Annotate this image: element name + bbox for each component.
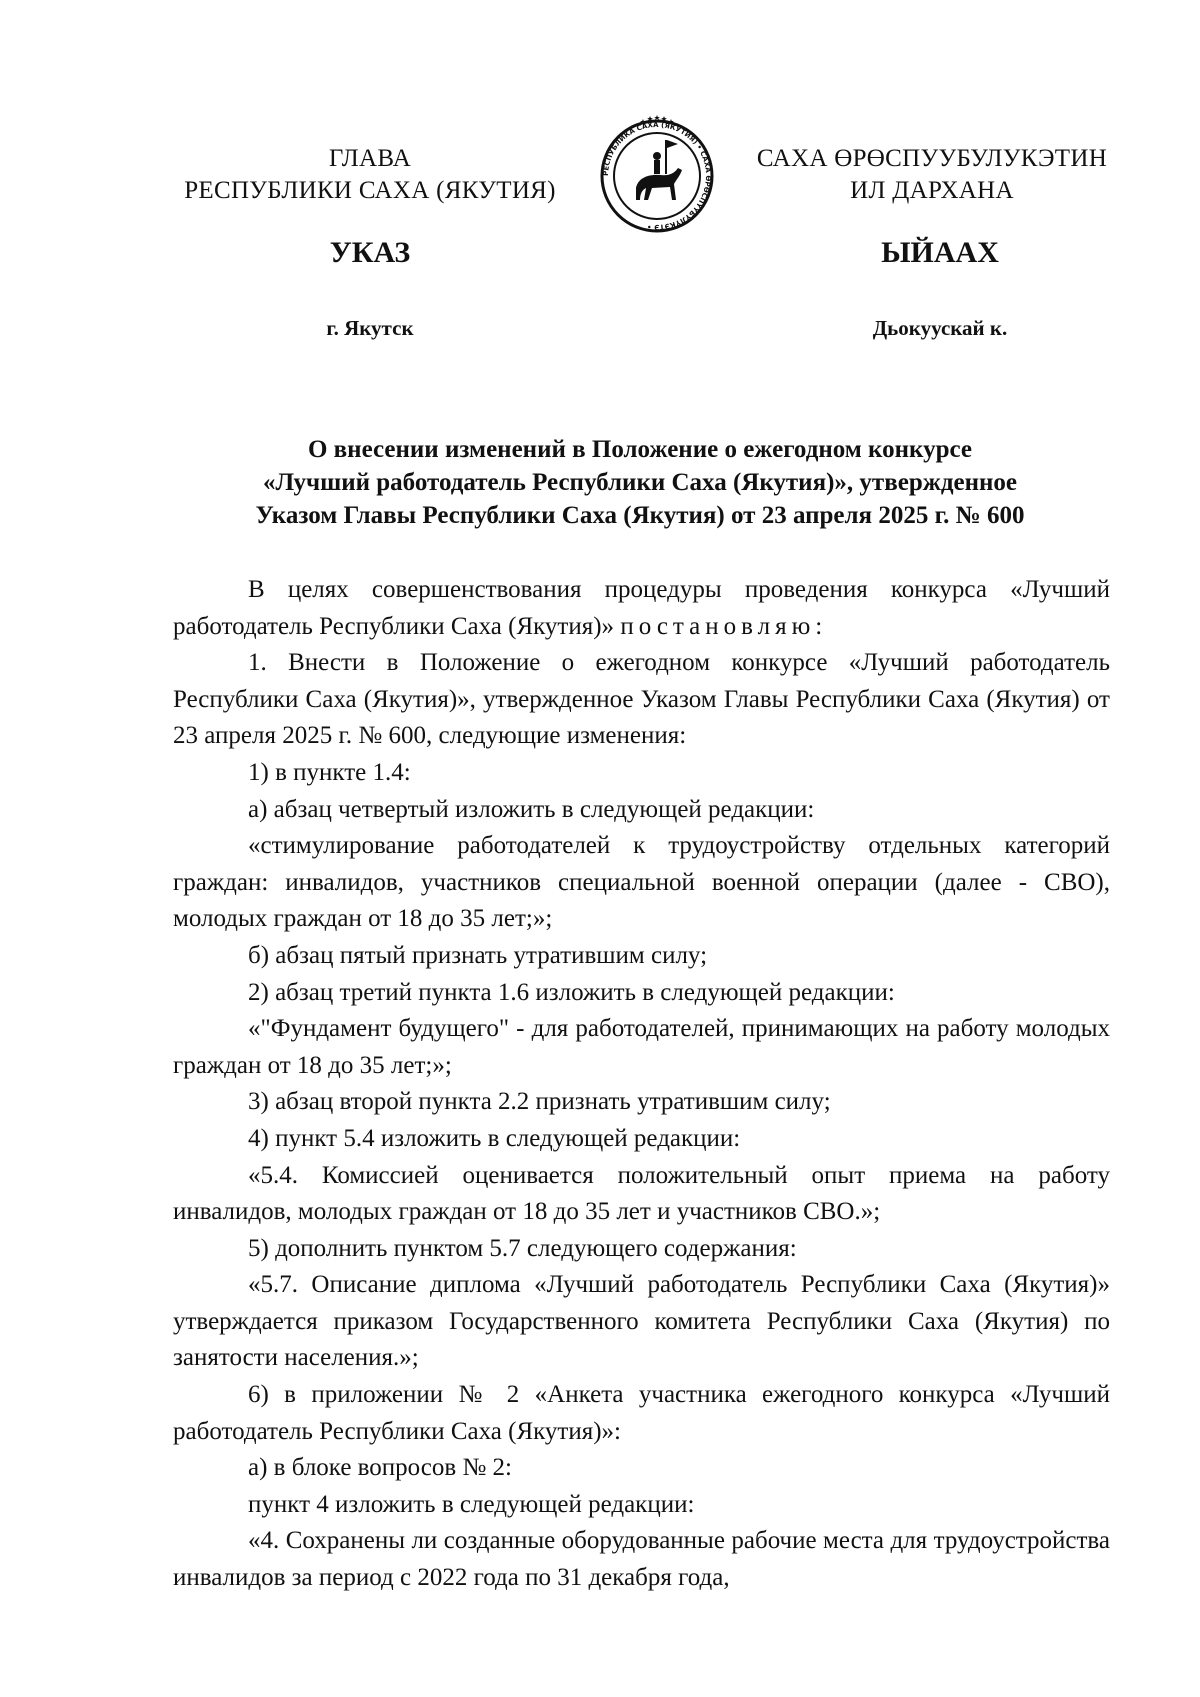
body-paragraph: 5) дополнить пунктом 5.7 следующего содержания: (248, 1234, 797, 1262)
body-paragraph: 2) абзац третий пункта 1.6 изложить в следующей редакции: (248, 978, 895, 1006)
issuer-sakha-line-2: ИЛ ДАРХАНА (850, 177, 1014, 204)
city-russian: г. Якутск (326, 316, 414, 340)
body-paragraph: «стимулирование работодателей к трудоустройству отдельных категорий граждан: инвалидов, участников специальной военной операции (далее - СВО), молодых граждан от 18 до 35 лет;»; (173, 832, 1110, 933)
body-paragraph: «5.7. Описание диплома «Лучший работодатель Республики Саха (Якутия)» утверждается приказом Государственного комитета Республики Саха (Якутия) по занятости населения.»; (173, 1271, 1110, 1372)
body-paragraph: 3) абзац второй пункта 2.2 признать утратившим силу; (248, 1088, 831, 1116)
body-paragraph: 1) в пункте 1.4: (248, 758, 411, 786)
city-sakha: Дьокуускай к. (872, 316, 1008, 340)
document-title-line-2: «Лучший работодатель Республики Саха (Якутия)», утвержденное (263, 469, 1017, 496)
body-paragraph: 4) пункт 5.4 изложить в следующей редакции: (248, 1124, 741, 1152)
document-title (150, 433, 1130, 532)
body-paragraph: «4. Сохранены ли созданные оборудованные рабочие места для трудоустройства инвалидов за период с 2022 года по 31 декабря года, (173, 1527, 1110, 1592)
body-paragraph: «5.4. Комиссией оценивается положительный опыт приема на работу инвалидов, молодых граждан от 18 до 35 лет и участников СВО.»; (173, 1161, 1110, 1226)
body-paragraph: а) абзац четвертый изложить в следующей редакции: (248, 795, 815, 823)
issuer-line-2: РЕСПУБЛИКИ САХА (ЯКУТИЯ) (184, 177, 556, 204)
resolution-word: постановляю: (620, 612, 828, 640)
body-paragraph: б) абзац пятый признать утратившим силу; (248, 941, 708, 969)
emblem-ring-text: РЕСПУБЛИКА САХА (ЯКУТИЯ) • САХА ӨРӨСПҮҮБҮЛҮКЭТЭ • (601, 120, 713, 232)
preamble-paragraph (173, 572, 1110, 645)
decree-title-russian: УКАЗ (329, 236, 411, 269)
document-title-line-1: О внесении изменений в Положение о ежегодном конкурсе (307, 436, 972, 463)
decree-title-sakha: ЫЙААХ (881, 236, 999, 269)
issuer-block-sakha (752, 143, 1112, 207)
coat-of-arms-emblem (590, 104, 724, 238)
body-paragraph: 1. Внести в Положение о ежегодном конкурсе «Лучший работодатель Республики Саха (Якутия)», утвержденное Указом Главы Республики Саха (Якутия) от 23 апреля 2025 г. № 600, следующие изменения: (173, 649, 1110, 750)
body-paragraph: «"Фундамент будущего" - для работодателей, принимающих на работу молодых граждан от 18 до 35 лет;»; (173, 1015, 1110, 1079)
decree-body (173, 572, 1110, 1597)
issuer-block-russian (150, 143, 590, 207)
issuer-sakha-line-1: САХА ӨРӨСПУУБУЛУКЭТИН (756, 145, 1108, 172)
issuer-line-1: ГЛАВА (328, 145, 412, 172)
body-paragraph: 6) в приложении № 2 «Анкета участника ежегодного конкурса «Лучший работодатель Республики Саха (Якутия)»: (173, 1381, 1110, 1445)
body-paragraph: пункт 4 изложить в следующей редакции: (248, 1490, 695, 1518)
body-paragraph: а) в блоке вопросов № 2: (248, 1454, 513, 1482)
document-title-line-3: Указом Главы Республики Саха (Якутия) от 23 апреля 2025 г. № 600 (255, 502, 1025, 529)
preamble-text: В целях совершенствования процедуры проведения конкурса «Лучший работодатель Республики Саха (Якутия)» (173, 576, 1110, 640)
